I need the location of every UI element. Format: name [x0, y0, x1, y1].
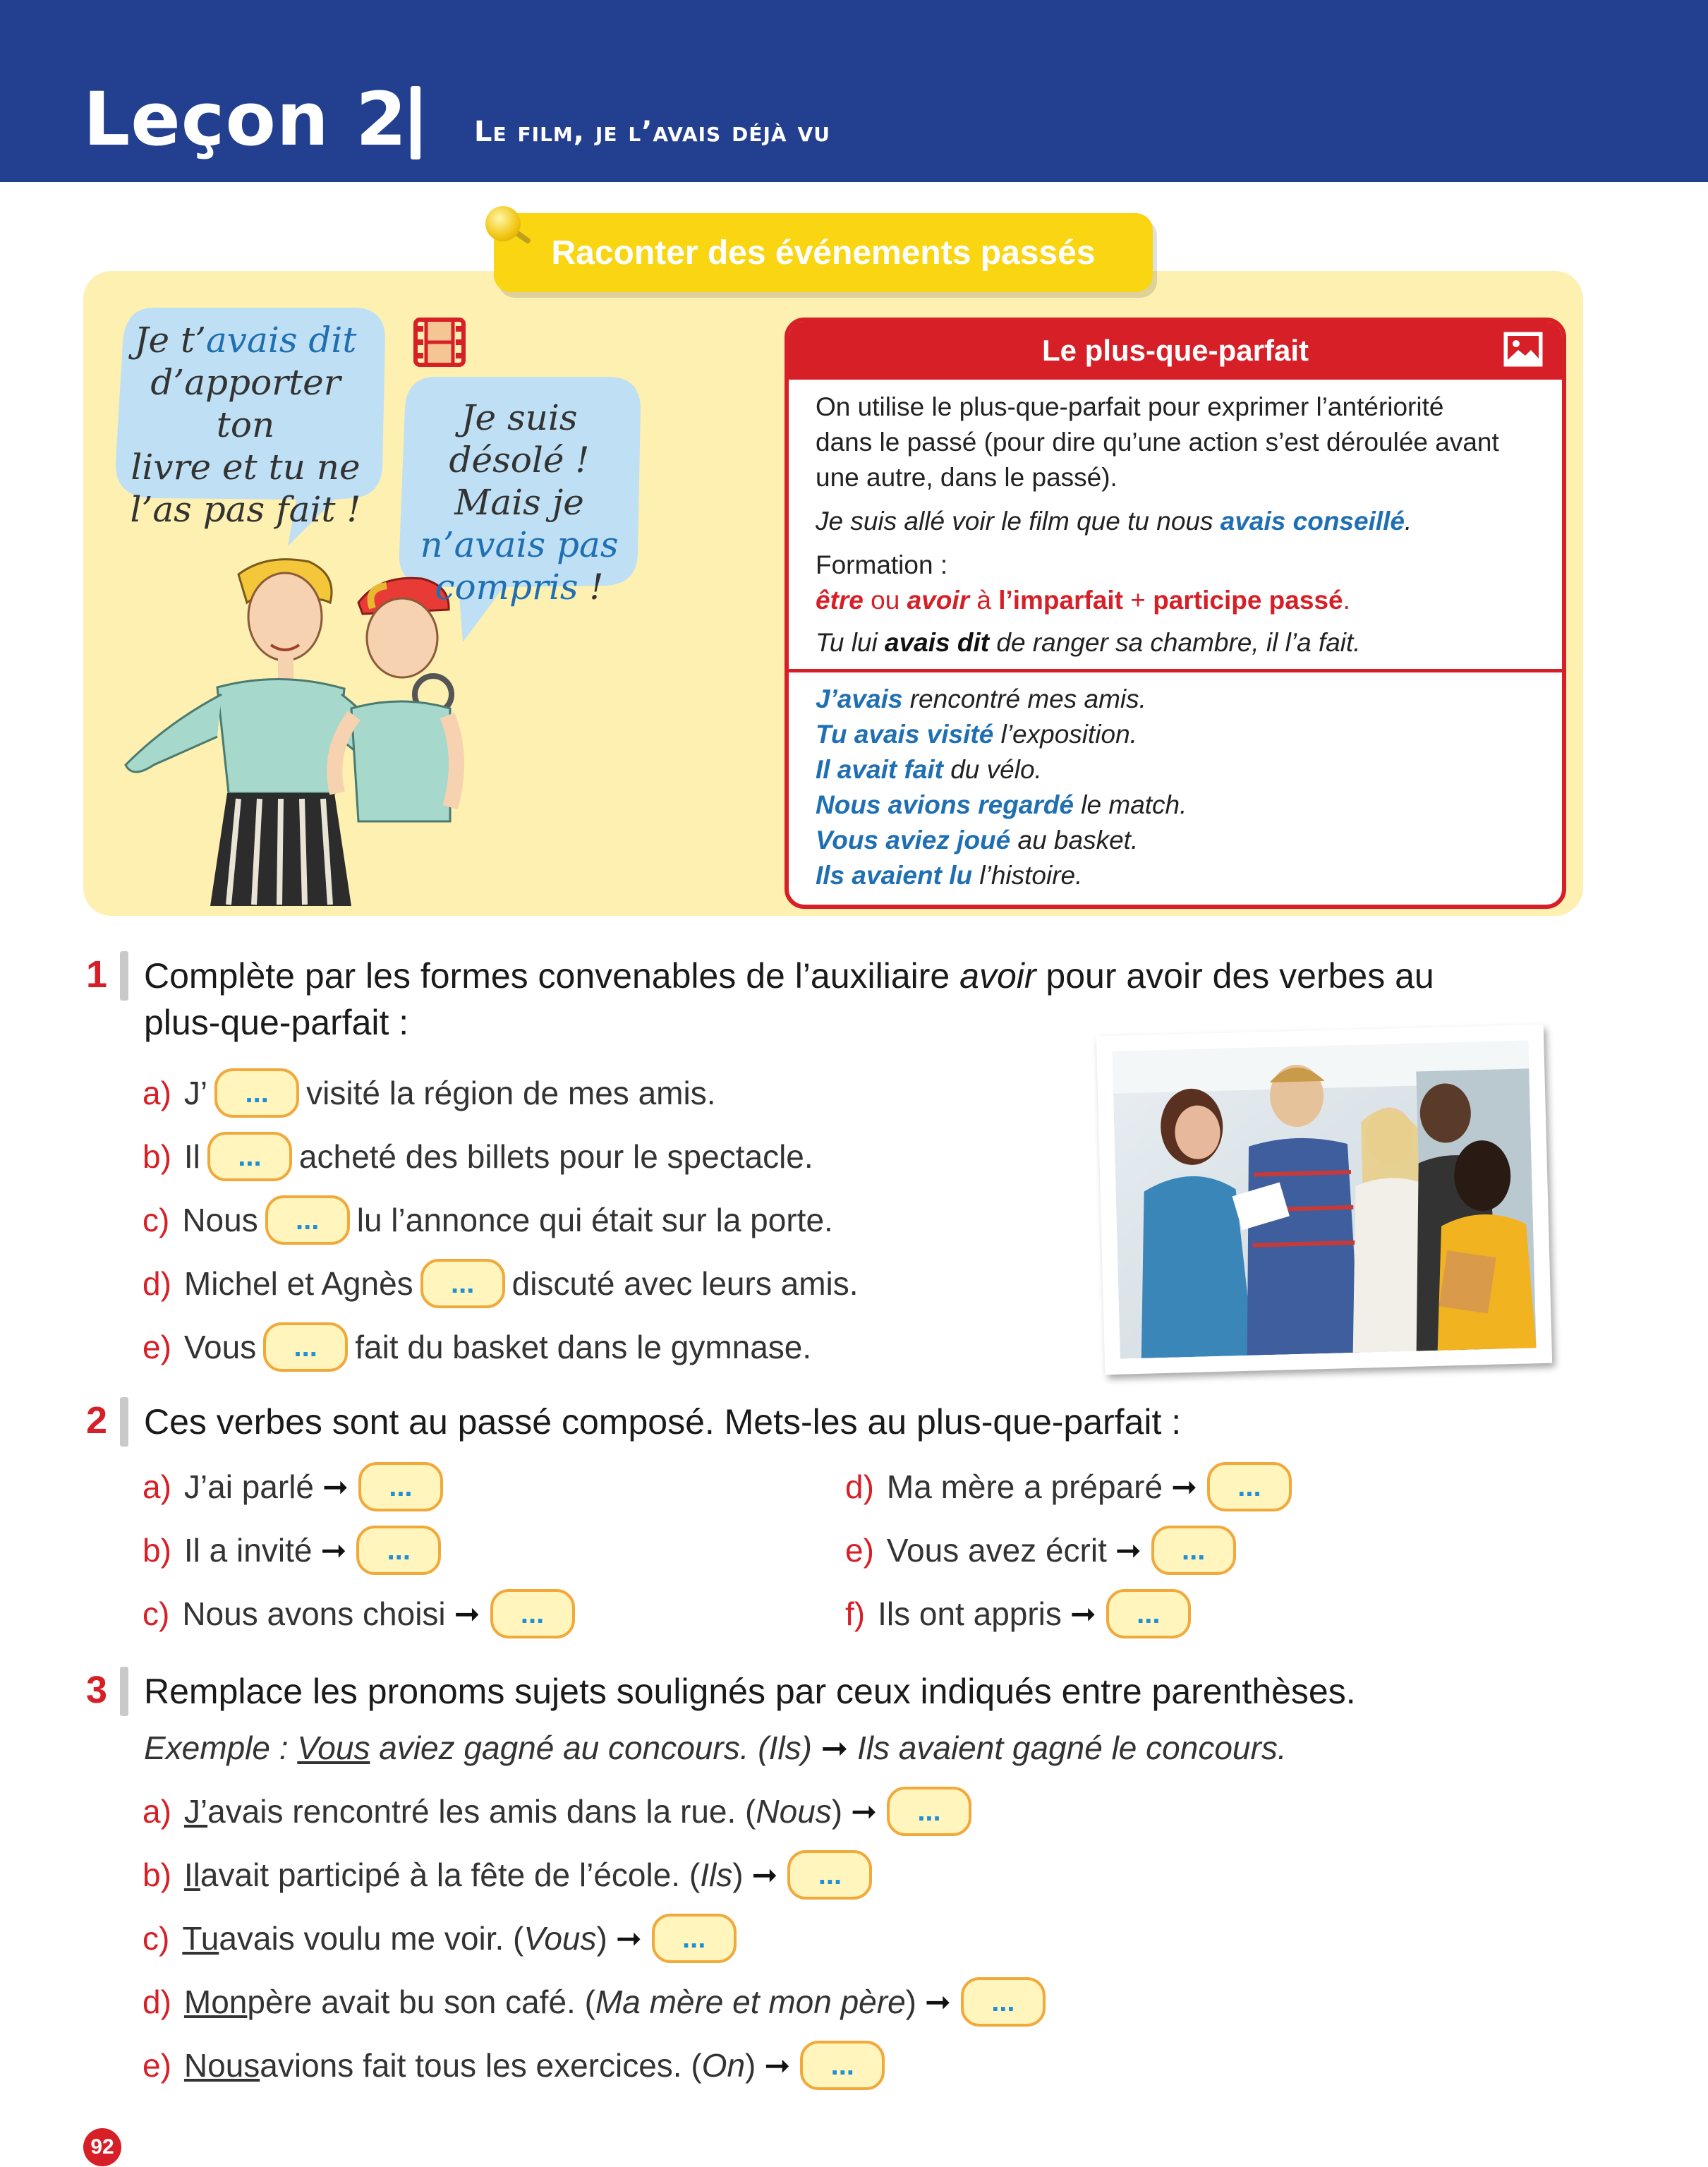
exercise-1-title: Complète par les formes convenables de l’auxiliaire avoir pour avoir des verbes au plus-que-parfait : — [144, 956, 1434, 1042]
arrow-icon: ➞ — [764, 2048, 791, 2083]
exercise-3-item-e: e) Nous avions fait tous les exercices. ( On ) ➞ ... — [143, 2039, 1053, 2091]
exercise-2-number: 2 — [86, 1399, 108, 1442]
film-icon[interactable] — [413, 318, 466, 367]
exercise-3-example: Exemple : Vous aviez gagné au concours. (Ils) ➞ Ils avaient gagné le concours. — [144, 1730, 1287, 1766]
exercise-3-item-b: b) Il avait participé à la fête de l’école. ( Ils ) ➞ ... — [143, 1849, 1053, 1901]
students-photo — [1096, 1025, 1552, 1375]
exercise-1-number: 1 — [86, 953, 108, 996]
arrow-icon: ➞ — [320, 1533, 347, 1568]
answer-field[interactable]: ... — [265, 1195, 350, 1245]
exercise-3-number: 3 — [86, 1669, 108, 1711]
exercise-1-item-e: e) Vous ... fait du basket dans le gymnase. — [143, 1321, 859, 1373]
answer-field[interactable]: ... — [358, 1462, 443, 1511]
grammar-title: Le plus-que-parfait — [1041, 334, 1309, 367]
exercise-1-item-d: d) Michel et Agnès ... discuté avec leurs amis. — [143, 1257, 859, 1310]
exercise-3-items — [143, 1785, 1053, 2091]
grammar-explanation: On utilise le plus-que-parfait pour exprimer l’antériorité dans le passé (pour dire qu’une action s’est déroulée avant une autre, dans le passé). — [816, 392, 1499, 492]
conjugation-row: Nous avions regardé le match. — [816, 790, 1187, 819]
speech-bubble-left-text: Je t’avais dit d’apporter ton livre et tu ne l’as pas fait ! — [130, 320, 361, 530]
conjugation-row: Tu avais visité l’exposition. — [816, 720, 1137, 749]
boy-character — [334, 578, 456, 821]
exercise-2-item-d: d) Ma mère a préparé ➞ ... — [845, 1461, 1299, 1513]
exercise-3-item-a: a) J’ avais rencontré les amis dans la rue. ( Nous ) ➞ ... — [143, 1785, 1053, 1837]
exercise-2-item-b: b) Il a invité ➞ ... — [143, 1524, 582, 1576]
grammar-box — [785, 318, 1566, 909]
exercise-1-item-a: a) J’ ... visité la région de mes amis. — [143, 1067, 859, 1119]
exercise-2-title: Ces verbes sont au passé composé. Mets-les au plus-que-parfait : — [144, 1402, 1182, 1442]
exercise-1-item-b: b) Il ... acheté des billets pour le spectacle. — [143, 1130, 859, 1183]
answer-field[interactable]: ... — [787, 1850, 872, 1900]
exercise-2-item-a: a) J’ai parlé ➞ ... — [143, 1461, 582, 1513]
answer-field[interactable]: ... — [356, 1526, 441, 1575]
exercise-2-left-column — [143, 1461, 582, 1640]
exercise-3-item-c: c) Tu avais voulu me voir. ( Vous ) ➞ ... — [143, 1912, 1053, 1964]
students-photo-image — [1112, 1040, 1536, 1358]
answer-field[interactable]: ... — [214, 1068, 299, 1118]
answer-field[interactable]: ... — [887, 1787, 971, 1836]
exercise-2-item-e: e) Vous avez écrit ➞ ... — [845, 1524, 1299, 1576]
answer-field[interactable]: ... — [420, 1259, 505, 1308]
grammar-formation-rule: être ou avoir à l’imparfait + participe passé. — [816, 586, 1350, 615]
exercise-2-right-column — [845, 1461, 1299, 1640]
conjugation-row: Vous aviez joué au basket. — [816, 826, 1139, 855]
section-title: Raconter des événements passés — [551, 234, 1096, 272]
arrow-icon: ➞ — [615, 1921, 642, 1956]
conjugation-row: J’avais rencontré mes amis. — [816, 684, 1146, 713]
exercise-3-bar — [120, 1667, 128, 1716]
arrow-icon: ➞ — [1115, 1533, 1141, 1568]
page-number: 92 — [83, 2128, 121, 2166]
exercise-2-bar — [120, 1397, 128, 1447]
answer-field[interactable]: ... — [652, 1914, 737, 1963]
answer-field[interactable]: ... — [1207, 1462, 1292, 1511]
conjugation-row: Ils avaient lu l’histoire. — [816, 861, 1083, 890]
exercise-3-title: Remplace les pronoms sujets soulignés par ceux indiqués entre parenthèses. — [144, 1672, 1356, 1711]
arrow-icon: ➞ — [751, 1857, 778, 1893]
answer-field[interactable]: ... — [1151, 1526, 1236, 1575]
pin-icon — [485, 206, 521, 241]
arrow-icon: ➞ — [454, 1596, 480, 1631]
arrow-icon: ➞ — [851, 1794, 877, 1829]
arrow-icon: ➞ — [1070, 1596, 1096, 1631]
grammar-box-header — [789, 322, 1562, 380]
conjugation-table — [816, 682, 1187, 893]
answer-field[interactable]: ... — [207, 1132, 292, 1181]
conjugation-row: Il avait fait du vélo. — [816, 755, 1042, 784]
arrow-icon: ➞ — [820, 1730, 849, 1766]
exercise-2-item-f: f) Ils ont appris ➞ ... — [845, 1588, 1299, 1640]
arrow-icon: ➞ — [1171, 1469, 1197, 1504]
exercise-1-bar — [120, 951, 128, 1001]
arrow-icon: ➞ — [322, 1469, 349, 1504]
exercise-1-items — [143, 1067, 859, 1373]
answer-field[interactable]: ... — [800, 2041, 885, 2090]
exercise-2-item-c: c) Nous avons choisi ➞ ... — [143, 1588, 582, 1640]
exercise-3-item-d: d) Mon père avait bu son café. ( Ma mère et mon père ) ➞ ... — [143, 1976, 1053, 2028]
grammar-divider — [789, 669, 1562, 672]
exercise-1-item-c: c) Nous ... lu l’annonce qui était sur la porte. — [143, 1194, 859, 1246]
speech-bubble-right-text: Je suis désolé ! Mais je n’avais pas compris ! — [420, 397, 619, 608]
header-divider — [411, 86, 420, 159]
grammar-formation-label: Formation : — [816, 550, 948, 579]
lesson-title: Leçon 2 — [83, 76, 408, 162]
grammar-example-2: Tu lui avais dit de ranger sa chambre, il l’a fait. — [816, 628, 1361, 657]
answer-field[interactable]: ... — [1106, 1589, 1191, 1638]
arrow-icon: ➞ — [924, 1984, 951, 2020]
answer-field[interactable]: ... — [490, 1589, 575, 1638]
answer-field[interactable]: ... — [961, 1977, 1046, 2027]
image-icon[interactable] — [1503, 329, 1544, 370]
grammar-example-1: Je suis allé voir le film que tu nous avais conseillé. — [816, 507, 1412, 536]
lesson-subtitle: Le film, je l’avais déjà vu — [474, 116, 830, 148]
answer-field[interactable]: ... — [263, 1322, 348, 1372]
